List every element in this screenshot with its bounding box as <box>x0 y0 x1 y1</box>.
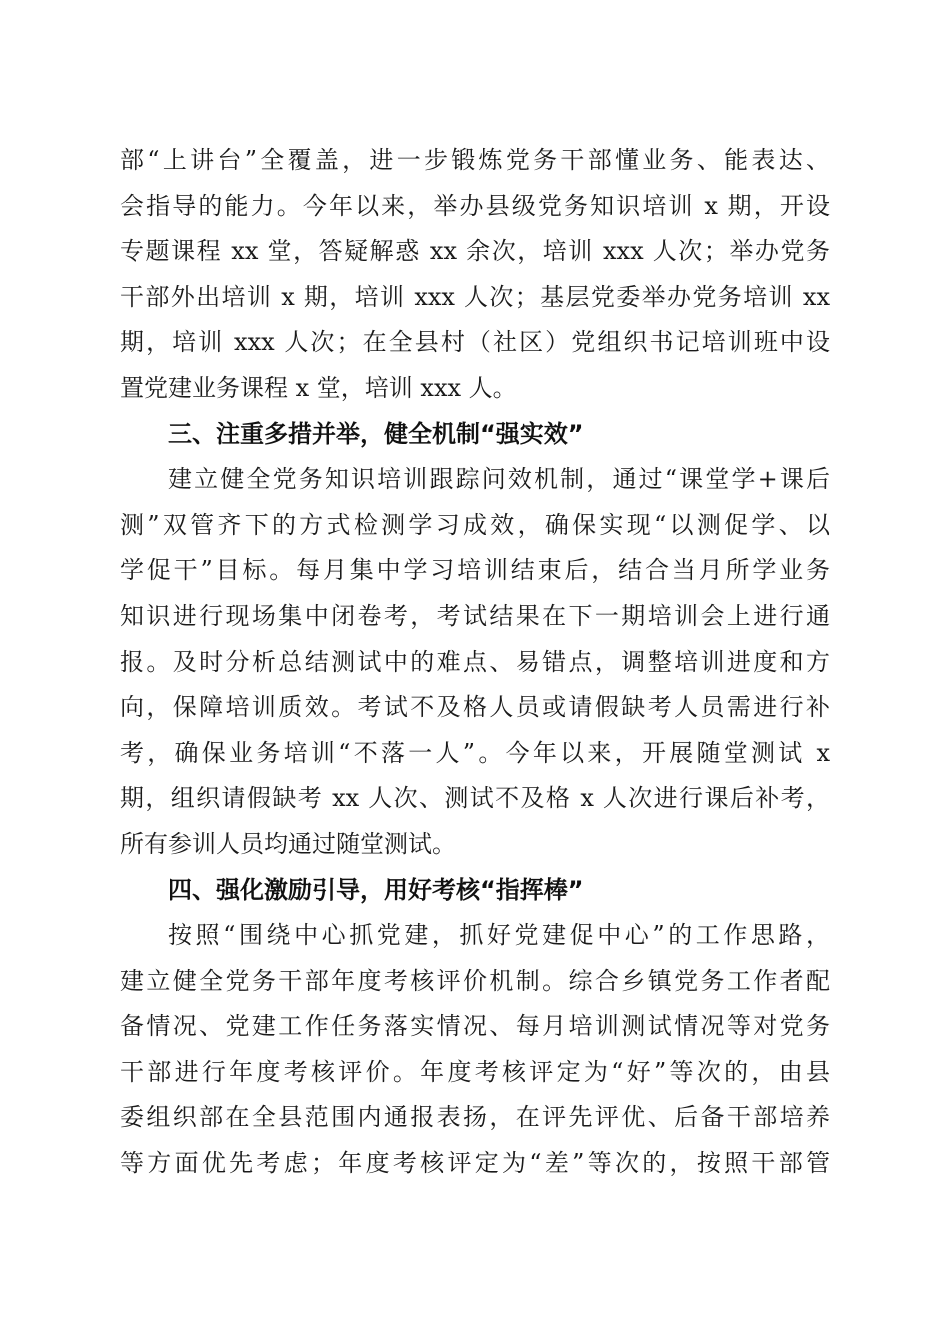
paragraph-line: 干部进行年度考核评价。年度考核评定为“好”等次的，由县 <box>120 1057 830 1086</box>
paragraph-line: 向，保障培训质效。考试不及格人员或请假缺考人员需进行补 <box>120 693 830 722</box>
paragraph-line: 等方面优先考虑；年度考核评定为“差”等次的，按照干部管 <box>120 1149 830 1178</box>
paragraph-line: 置党建业务课程 x 堂，培训 xxx 人。 <box>120 373 517 402</box>
paragraph-line: 建立健全党务知识培训跟踪问效机制，通过“课堂学+课后 <box>168 465 830 494</box>
paragraph-line: 所有参训人员均通过随堂测试。 <box>120 829 456 858</box>
paragraph-line: 知识进行现场集中闭卷考，考试结果在下一期培训会上进行通 <box>120 601 830 630</box>
section-3-heading: 三、注重多措并举，健全机制“强实效” <box>168 419 584 448</box>
document-body <box>120 138 830 1187</box>
paragraph-line: 委组织部在全县范围内通报表扬，在评先评优、后备干部培养 <box>120 1103 830 1132</box>
section-4-heading: 四、强化激励引导，用好考核“指挥棒” <box>168 875 584 904</box>
section-2-continued <box>120 138 830 412</box>
paragraph-line: 专题课程 xx 堂，答疑解惑 xx 余次，培训 xxx 人次；举办党务 <box>120 237 830 266</box>
paragraph-line: 会指导的能力。今年以来，举办县级党务知识培训 x 期，开设 <box>120 191 830 220</box>
section-4 <box>120 868 830 1187</box>
paragraph-line: 备情况、党建工作任务落实情况、每月培训测试情况等对党务 <box>120 1012 830 1041</box>
paragraph-line: 测”双管齐下的方式检测学习成效，确保实现“以测促学、以 <box>120 510 830 539</box>
paragraph-line: 期，培训 xxx 人次；在全县村（社区）党组织书记培训班中设 <box>120 328 830 357</box>
paragraph-line: 学促干”目标。每月集中学习培训结束后，结合当月所学业务 <box>120 556 830 585</box>
paragraph-line: 考，确保业务培训“不落一人”。今年以来，开展随堂测试 x <box>120 738 830 767</box>
paragraph-line: 建立健全党务干部年度考核评价机制。综合乡镇党务工作者配 <box>120 966 830 995</box>
paragraph-line: 部“上讲台”全覆盖，进一步锻炼党务干部懂业务、能表达、 <box>120 146 830 174</box>
paragraph-line: 期，组织请假缺考 xx 人次、测试不及格 x 人次进行课后补考， <box>120 784 830 813</box>
paragraph-line: 干部外出培训 x 期，培训 xxx 人次；基层党委举办党务培训 xx <box>120 282 830 311</box>
paragraph-line: 报。及时分析总结测试中的难点、易错点，调整培训进度和方 <box>120 647 830 676</box>
section-3 <box>120 412 830 868</box>
paragraph-line: 按照“围绕中心抓党建，抓好党建促中心”的工作思路， <box>168 921 830 950</box>
